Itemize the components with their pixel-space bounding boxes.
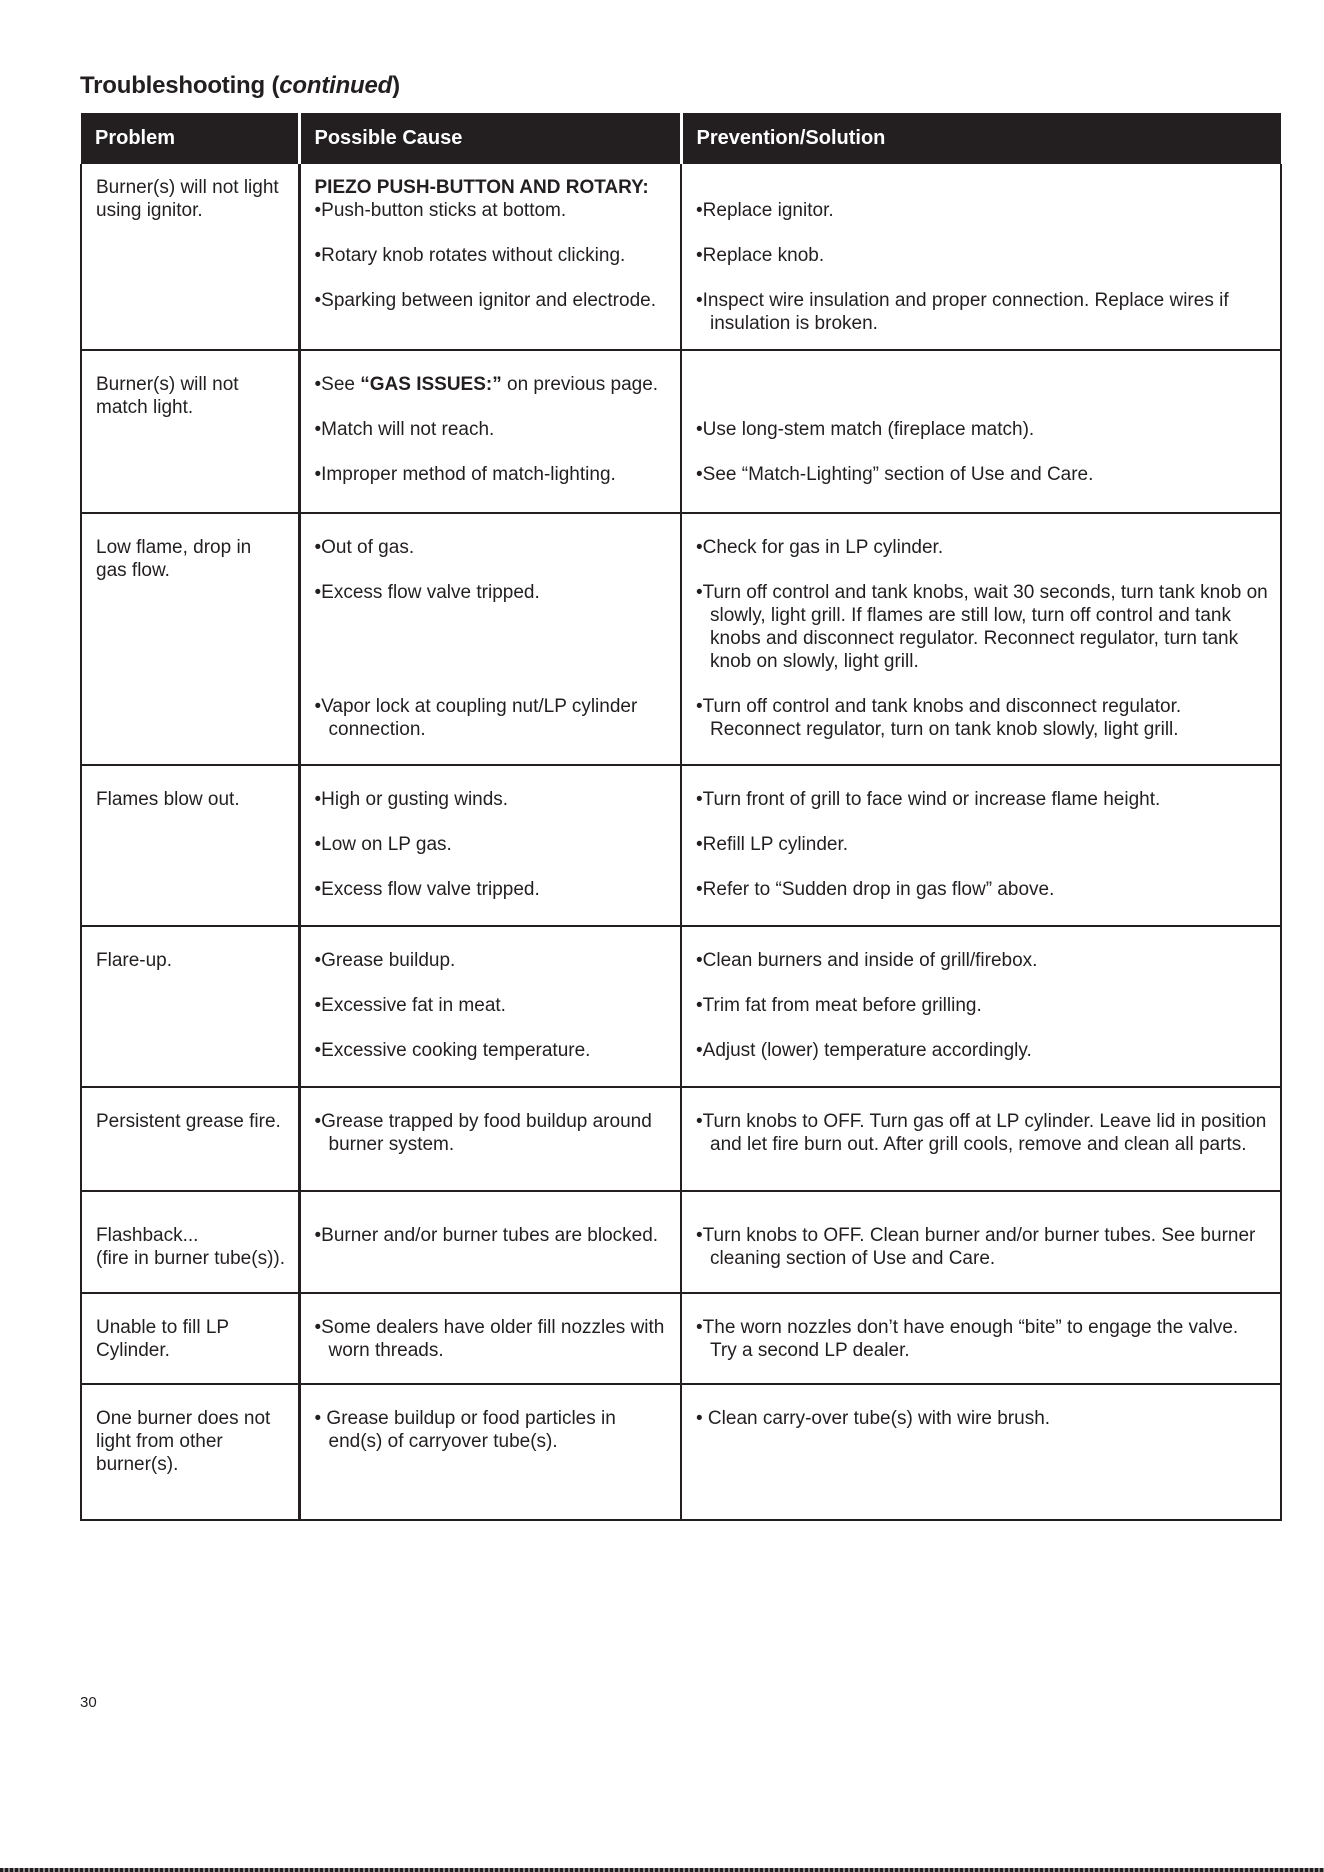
- table-row: [81, 765, 1281, 926]
- cause-item: •Excessive cooking temperature.: [314, 1040, 591, 1061]
- page-title-italic: continued: [279, 72, 393, 99]
- cause-item: •Improper method of match-lighting.: [314, 464, 616, 485]
- solution-item: •Use long-stem match (fireplace match).: [696, 419, 1035, 440]
- cause-item: •Grease trapped by food buildup around burner system.: [314, 1111, 652, 1155]
- problem-text: Flare-up.: [96, 950, 173, 971]
- solution-cell: [681, 926, 1281, 1087]
- solution-item: •Check for gas in LP cylinder.: [696, 537, 944, 558]
- solution-item: •See “Match-Lighting” section of Use and Care.: [696, 464, 1094, 485]
- table-row: [81, 1384, 1281, 1520]
- solution-cell: [681, 1087, 1281, 1191]
- cause-item: •Grease buildup.: [314, 950, 456, 971]
- cause-see-bold: “GAS ISSUES:”: [360, 374, 502, 395]
- solution-item: •Turn off control and tank knobs and disconnect regulator. Reconnect regulator, turn on tank knob slowly, light grill.: [696, 696, 1182, 740]
- problem-cell: [81, 513, 299, 765]
- table-row: [81, 926, 1281, 1087]
- cause-item: •High or gusting winds.: [314, 789, 509, 810]
- table-row: [81, 164, 1281, 350]
- solution-cell: [681, 765, 1281, 926]
- cause-item: •Rotary knob rotates without clicking.: [314, 245, 626, 266]
- solution-item: •Refer to “Sudden drop in gas flow” above.: [696, 879, 1055, 900]
- problem-text: Flames blow out.: [96, 789, 240, 810]
- solution-item: • Clean carry-over tube(s) with wire brush.: [696, 1408, 1051, 1429]
- problem-cell: [81, 350, 299, 513]
- solution-item: [696, 373, 1268, 396]
- problem-cell: [81, 926, 299, 1087]
- table-row: [81, 1191, 1281, 1293]
- cause-item: •Low on LP gas.: [314, 834, 452, 855]
- solution-item: •Replace ignitor.: [696, 200, 834, 221]
- solution-item: •Replace knob.: [696, 245, 825, 266]
- solution-item: •Turn front of grill to face wind or increase flame height.: [696, 789, 1161, 810]
- cause-heading: PIEZO PUSH-BUTTON AND ROTARY:: [314, 177, 649, 198]
- cause-cell: [299, 926, 681, 1087]
- cause-cell: [299, 765, 681, 926]
- problem-cell: [81, 1293, 299, 1384]
- solution-cell: [681, 513, 1281, 765]
- cause-item: •Burner and/or burner tubes are blocked.: [314, 1225, 659, 1246]
- solution-item: •Clean burners and inside of grill/firebox.: [696, 950, 1038, 971]
- solution-item: •The worn nozzles don’t have enough “bite” to engage the valve. Try a second LP dealer.: [696, 1317, 1239, 1361]
- cause-cell: [299, 1191, 681, 1293]
- problem-cell: [81, 765, 299, 926]
- problem-text: Flashback...: [96, 1225, 199, 1246]
- solution-cell: [681, 350, 1281, 513]
- cause-item: •Excess flow valve tripped.: [314, 879, 540, 900]
- cause-item: •Sparking between ignitor and electrode.: [314, 290, 656, 311]
- spacer: [696, 176, 1268, 199]
- solution-item: •Turn knobs to OFF. Clean burner and/or burner tubes. See burner cleaning section of Use and Care.: [696, 1225, 1256, 1269]
- column-header-solution: Prevention/Solution: [681, 113, 1281, 164]
- problem-text: Unable to fill LP Cylinder.: [96, 1317, 229, 1361]
- table-header-row: [81, 113, 1281, 164]
- solution-item: •Turn knobs to OFF. Turn gas off at LP cylinder. Leave lid in position and let fire burn out. After grill cools, remove and clean all parts.: [696, 1111, 1267, 1155]
- problem-cell: [81, 164, 299, 350]
- problem-text-line2: (fire in burner tube(s)).: [96, 1248, 286, 1269]
- solution-item: •Refill LP cylinder.: [696, 834, 849, 855]
- cause-see-suffix: on previous page.: [501, 374, 659, 395]
- problem-text: One burner does not light from other burner(s).: [96, 1408, 271, 1475]
- cause-item: [315, 373, 669, 396]
- solution-cell: [681, 1384, 1281, 1520]
- column-header-cause: Possible Cause: [299, 113, 681, 164]
- problem-cell: [81, 1384, 299, 1520]
- solution-item: •Trim fat from meat before grilling.: [696, 995, 982, 1016]
- troubleshooting-table: [80, 113, 1282, 1521]
- cause-cell: [299, 1087, 681, 1191]
- cause-cell: [299, 1384, 681, 1520]
- table-row: [81, 350, 1281, 513]
- cause-item: •Out of gas.: [314, 537, 415, 558]
- page-title-close: ): [392, 72, 400, 99]
- cause-item: •Some dealers have older fill nozzles with worn threads.: [314, 1317, 665, 1361]
- cause-see-prefix: •See: [314, 374, 361, 395]
- problem-cell: [81, 1191, 299, 1293]
- page-title: [80, 72, 400, 100]
- solution-item: •Adjust (lower) temperature accordingly.: [696, 1040, 1032, 1061]
- cause-cell: [299, 1293, 681, 1384]
- table-row: [81, 513, 1281, 765]
- problem-cell: [81, 1087, 299, 1191]
- solution-item: •Inspect wire insulation and proper connection. Replace wires if insulation is broken.: [696, 290, 1229, 334]
- cause-item: •Vapor lock at coupling nut/LP cylinder connection.: [314, 696, 638, 740]
- cause-cell: [299, 164, 681, 350]
- cause-item: • Grease buildup or food particles in end(s) of carryover tube(s).: [314, 1408, 616, 1452]
- solution-cell: [681, 1293, 1281, 1384]
- solution-cell: [681, 1191, 1281, 1293]
- table-row: [81, 1087, 1281, 1191]
- cause-item: •Push-button sticks at bottom.: [314, 200, 567, 221]
- problem-text: Burner(s) will not light using ignitor.: [96, 177, 279, 221]
- page-number: 30: [80, 1694, 97, 1711]
- cause-cell: [299, 513, 681, 765]
- page-title-text: Troubleshooting (: [80, 72, 280, 99]
- problem-text: Low flame, drop in gas flow.: [96, 537, 252, 581]
- solution-cell: [681, 164, 1281, 350]
- column-header-problem: Problem: [81, 113, 299, 164]
- problem-text: Persistent grease fire.: [96, 1111, 281, 1132]
- cause-cell: [299, 350, 681, 513]
- cause-item: •Match will not reach.: [314, 419, 495, 440]
- bottom-scan-edge: [0, 1868, 1324, 1872]
- problem-text: Burner(s) will not match light.: [96, 374, 239, 418]
- table-row: [81, 1293, 1281, 1384]
- cause-item: •Excessive fat in meat.: [314, 995, 506, 1016]
- solution-item: •Turn off control and tank knobs, wait 30 seconds, turn tank knob on slowly, light grill. If flames are still low, turn off control and tank knobs and disconnect regulator. Reconnect regulator, turn tank knob on slowly, light grill.: [696, 582, 1268, 672]
- cause-item: •Excess flow valve tripped.: [314, 582, 540, 603]
